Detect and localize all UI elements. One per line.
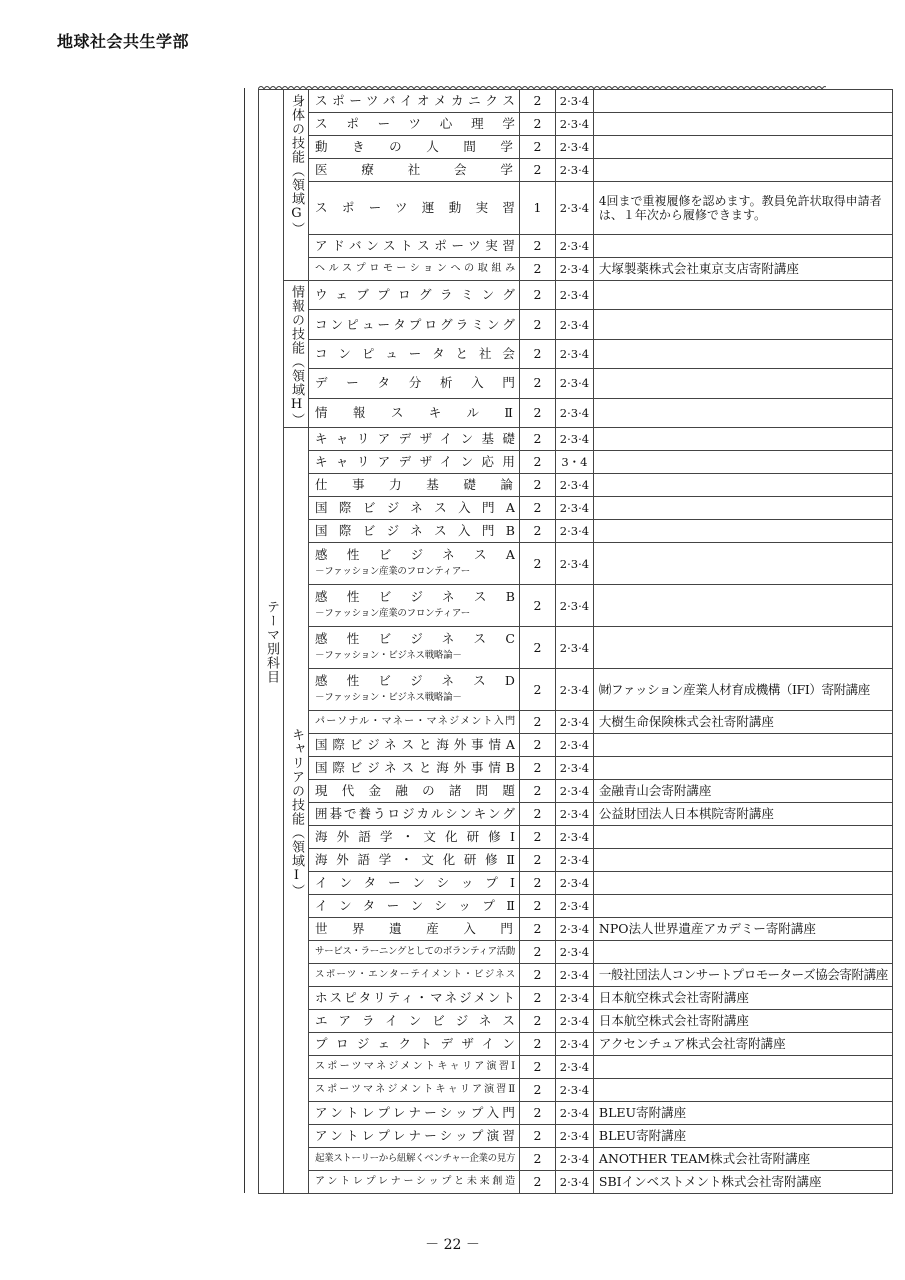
course-name: スポーツ心理学	[315, 117, 515, 131]
years-cell: 2·3·4	[555, 136, 593, 159]
table-row	[259, 627, 893, 669]
years-cell: 2·3·4	[555, 849, 593, 872]
credits-cell: 2	[519, 1171, 555, 1194]
course-name: パーソナル・マネー・マネジメント入門	[315, 716, 515, 727]
years-cell: 2·3·4	[555, 428, 593, 451]
credits-cell: 2	[519, 281, 555, 310]
years-cell: 2·3·4	[555, 1056, 593, 1079]
course-name: 医療社会学	[315, 163, 515, 177]
page-number: － 22 －	[425, 1237, 480, 1253]
credits-cell: 2	[519, 1010, 555, 1033]
table-row	[259, 669, 893, 711]
course-name-cell	[309, 543, 520, 585]
course-name: エアラインビジネス	[315, 1014, 515, 1028]
course-name-cell	[309, 90, 520, 113]
years-cell: 2·3·4	[555, 918, 593, 941]
years-cell: 2·3·4	[555, 258, 593, 281]
course-name: スポーツ運動実習	[315, 201, 515, 215]
years-cell: 2·3·4	[555, 895, 593, 918]
course-name-cell	[309, 339, 520, 368]
note-cell	[593, 428, 892, 451]
table-row	[259, 826, 893, 849]
course-name-cell	[309, 474, 520, 497]
note-cell	[593, 113, 892, 136]
course-subtitle: －ファッション産業のフロンティアー	[315, 566, 470, 577]
note-cell	[593, 627, 892, 669]
course-name: スポーツ・エンターテイメント・ビジネス	[315, 969, 515, 980]
group-label: 身体の技能（領域G）	[289, 94, 304, 236]
table-row	[259, 339, 893, 368]
credits-cell: 2	[519, 339, 555, 368]
years-cell: 2·3·4	[555, 235, 593, 258]
course-name-cell	[309, 1171, 520, 1194]
course-name: ヘルスプロモーションへの取組み	[315, 263, 515, 274]
credits-cell: 2	[519, 734, 555, 757]
course-name: インターンシップⅠ	[315, 876, 515, 890]
credits-cell: 2	[519, 474, 555, 497]
note-cell: BLEU寄附講座	[593, 1125, 892, 1148]
course-name-cell	[309, 987, 520, 1010]
years-cell: 2·3·4	[555, 1033, 593, 1056]
note-cell: ANOTHER TEAM株式会社寄附講座	[593, 1148, 892, 1171]
course-name: キャリアデザイン応用	[315, 455, 515, 469]
years-cell: 2·3·4	[555, 803, 593, 826]
group-label-cell	[284, 428, 309, 1194]
years-cell: 2·3·4	[555, 90, 593, 113]
course-name-cell	[309, 136, 520, 159]
credits-cell: 2	[519, 964, 555, 987]
credits-cell: 2	[519, 849, 555, 872]
course-name-cell	[309, 1125, 520, 1148]
note-cell	[593, 281, 892, 310]
course-name-cell	[309, 711, 520, 734]
course-name-cell	[309, 734, 520, 757]
course-name: コンピュータプログラミング	[315, 317, 515, 332]
course-name: 感性ビジネスC	[315, 632, 515, 646]
note-cell	[593, 310, 892, 339]
course-name: 仕事力基礎論	[315, 478, 515, 492]
table-row	[259, 585, 893, 627]
table-row	[259, 451, 893, 474]
course-name: 海外語学・文化研修Ⅰ	[315, 830, 515, 844]
table-row	[259, 398, 893, 427]
years-cell: 2·3·4	[555, 1010, 593, 1033]
credits-cell: 2	[519, 113, 555, 136]
group-label: キャリアの技能（領域I）	[289, 728, 304, 898]
years-cell: 2·3·4	[555, 543, 593, 585]
table-row	[259, 1010, 893, 1033]
table-row	[259, 895, 893, 918]
course-name-cell	[309, 182, 520, 235]
course-name-cell	[309, 159, 520, 182]
credits-cell: 2	[519, 826, 555, 849]
course-name: 国際ビジネスと海外事情B	[315, 761, 515, 775]
course-name-cell	[309, 281, 520, 310]
years-cell: 2·3·4	[555, 310, 593, 339]
credits-cell: 2	[519, 235, 555, 258]
note-cell: SBIインベストメント株式会社寄附講座	[593, 1171, 892, 1194]
table-row	[259, 520, 893, 543]
course-name-cell	[309, 669, 520, 711]
note-cell: 一般社団法人コンサートプロモーターズ協会寄附講座	[593, 964, 892, 987]
table-row	[259, 310, 893, 339]
credits-cell: 2	[519, 1033, 555, 1056]
course-name-cell	[309, 872, 520, 895]
credits-cell: 2	[519, 258, 555, 281]
table-row	[259, 1125, 893, 1148]
course-name-cell	[309, 1010, 520, 1033]
note-cell: BLEU寄附講座	[593, 1102, 892, 1125]
note-cell	[593, 90, 892, 113]
note-cell	[593, 159, 892, 182]
course-name: コンピュータと社会	[315, 346, 515, 361]
credits-cell: 2	[519, 90, 555, 113]
note-cell	[593, 734, 892, 757]
years-cell: 2·3·4	[555, 159, 593, 182]
course-name: 世界遺産入門	[315, 922, 515, 936]
credits-cell: 2	[519, 780, 555, 803]
credits-cell: 2	[519, 159, 555, 182]
course-name-cell	[309, 369, 520, 398]
course-name-cell	[309, 627, 520, 669]
course-name: ホスピタリティ・マネジメント	[315, 991, 515, 1005]
note-cell: 公益財団法人日本棋院寄附講座	[593, 803, 892, 826]
years-cell: 2·3·4	[555, 497, 593, 520]
course-name-cell	[309, 918, 520, 941]
years-cell: 2·3·4	[555, 585, 593, 627]
note-cell	[593, 1079, 892, 1102]
credits-cell: 2	[519, 627, 555, 669]
table-row	[259, 711, 893, 734]
years-cell: 2·3·4	[555, 520, 593, 543]
table-row	[259, 1148, 893, 1171]
course-name: 国際ビジネス入門A	[315, 501, 515, 515]
table-row	[259, 369, 893, 398]
table-row	[259, 757, 893, 780]
course-name-cell	[309, 520, 520, 543]
note-cell: 日本航空株式会社寄附講座	[593, 987, 892, 1010]
years-cell: 2·3·4	[555, 113, 593, 136]
course-name-cell	[309, 895, 520, 918]
course-name-cell	[309, 310, 520, 339]
note-cell: 大樹生命保険株式会社寄附講座	[593, 711, 892, 734]
credits-cell: 1	[519, 182, 555, 235]
note-cell: NPO法人世界遺産アカデミー寄附講座	[593, 918, 892, 941]
years-cell: 2·3·4	[555, 339, 593, 368]
credits-cell: 2	[519, 711, 555, 734]
course-name-cell	[309, 1148, 520, 1171]
course-name: データ分析入門	[315, 376, 515, 391]
note-cell	[593, 520, 892, 543]
note-cell	[593, 398, 892, 427]
years-cell: 3・4	[555, 451, 593, 474]
course-subtitle: －ファッション・ビジネス戦略論－	[315, 692, 462, 703]
credits-cell: 2	[519, 987, 555, 1010]
course-name: 起業ストーリーから紐解くベンチャー企業の見方	[315, 1153, 515, 1164]
course-name: スポーツマネジメントキャリア演習Ⅰ	[315, 1061, 515, 1072]
credits-cell: 2	[519, 803, 555, 826]
credits-cell: 2	[519, 1148, 555, 1171]
credits-cell: 2	[519, 398, 555, 427]
note-cell: 4回まで重複履修を認めます。教員免許状取得申請者は、１年次から履修できます。	[593, 182, 892, 235]
credits-cell: 2	[519, 520, 555, 543]
course-name-cell	[309, 1056, 520, 1079]
table-row	[259, 941, 893, 964]
years-cell: 2·3·4	[555, 964, 593, 987]
credits-cell: 2	[519, 369, 555, 398]
note-cell	[593, 757, 892, 780]
course-name: キャリアデザイン基礎	[315, 432, 515, 446]
years-cell: 2·3·4	[555, 1171, 593, 1194]
note-cell	[593, 849, 892, 872]
table-row	[259, 872, 893, 895]
group-label-cell	[284, 281, 309, 428]
table-row	[259, 182, 893, 235]
credits-cell: 2	[519, 1079, 555, 1102]
note-cell	[593, 136, 892, 159]
note-cell	[593, 895, 892, 918]
note-cell	[593, 497, 892, 520]
years-cell: 2·3·4	[555, 474, 593, 497]
table-row	[259, 474, 893, 497]
credits-cell: 2	[519, 497, 555, 520]
credits-cell: 2	[519, 669, 555, 711]
credits-cell: 2	[519, 310, 555, 339]
course-name-cell	[309, 1102, 520, 1125]
table-row	[259, 780, 893, 803]
note-cell	[593, 941, 892, 964]
course-name-cell	[309, 826, 520, 849]
course-name: アントレプレナーシップ入門	[315, 1106, 515, 1120]
credits-cell: 2	[519, 872, 555, 895]
main-category-cell	[259, 90, 284, 1194]
credits-cell: 2	[519, 1056, 555, 1079]
credits-cell: 2	[519, 757, 555, 780]
course-name: 海外語学・文化研修Ⅱ	[315, 853, 515, 867]
course-name: 感性ビジネスB	[315, 590, 515, 604]
page-title: 地球社会共生学部	[57, 32, 190, 51]
course-name: ウェブプログラミング	[315, 288, 515, 303]
table-row	[259, 90, 893, 113]
course-subtitle: －ファッション産業のフロンティアー	[315, 608, 470, 619]
note-cell	[593, 872, 892, 895]
note-cell: 日本航空株式会社寄附講座	[593, 1010, 892, 1033]
years-cell: 2·3·4	[555, 826, 593, 849]
years-cell: 2·3·4	[555, 1102, 593, 1125]
note-cell	[593, 585, 892, 627]
note-cell	[593, 543, 892, 585]
note-cell	[593, 235, 892, 258]
course-name: 感性ビジネスD	[315, 674, 515, 688]
years-cell: 2·3·4	[555, 1125, 593, 1148]
table-row	[259, 1102, 893, 1125]
note-cell: 金融青山会寄附講座	[593, 780, 892, 803]
credits-cell: 2	[519, 543, 555, 585]
table-row	[259, 281, 893, 310]
years-cell: 2·3·4	[555, 987, 593, 1010]
credits-cell: 2	[519, 585, 555, 627]
course-name: スポーツバイオメカニクス	[315, 94, 515, 108]
group-label-cell	[284, 90, 309, 281]
table-row	[259, 159, 893, 182]
course-name: サービス・ラーニングとしてのボランティア活動	[315, 946, 515, 957]
note-cell: ㈶ファッション産業人材育成機構（IFI）寄附講座	[593, 669, 892, 711]
course-name-cell	[309, 113, 520, 136]
years-cell: 2·3·4	[555, 711, 593, 734]
note-cell	[593, 1056, 892, 1079]
table-row	[259, 428, 893, 451]
course-name: 現代金融の諸問題	[315, 784, 515, 798]
years-cell: 2·3·4	[555, 780, 593, 803]
years-cell: 2·3·4	[555, 369, 593, 398]
course-name: 感性ビジネスA	[315, 548, 515, 562]
group-label: 情報の技能（領域H）	[289, 285, 304, 427]
course-name: スポーツマネジメントキャリア演習Ⅱ	[315, 1084, 515, 1095]
credits-cell: 2	[519, 1102, 555, 1125]
table-row	[259, 1079, 893, 1102]
course-name-cell	[309, 235, 520, 258]
course-name: インターンシップⅡ	[315, 899, 515, 913]
course-name-cell	[309, 941, 520, 964]
years-cell: 2·3·4	[555, 182, 593, 235]
course-name-cell	[309, 428, 520, 451]
course-name: 情報スキルⅡ	[315, 405, 515, 420]
course-table	[258, 89, 893, 1194]
table-row	[259, 918, 893, 941]
table-row	[259, 803, 893, 826]
years-cell: 2·3·4	[555, 669, 593, 711]
note-cell	[593, 339, 892, 368]
note-cell: 大塚製薬株式会社東京支店寄附講座	[593, 258, 892, 281]
course-name-cell	[309, 757, 520, 780]
credits-cell: 2	[519, 451, 555, 474]
note-cell	[593, 369, 892, 398]
table-row	[259, 964, 893, 987]
course-name: アントレプレナーシップと未来創造	[315, 1176, 515, 1187]
years-cell: 2·3·4	[555, 757, 593, 780]
table-row	[259, 543, 893, 585]
table-row	[259, 987, 893, 1010]
credits-cell: 2	[519, 918, 555, 941]
main-category-label: テーマ別科目	[264, 599, 279, 684]
course-name-cell	[309, 849, 520, 872]
course-subtitle: －ファッション・ビジネス戦略論－	[315, 650, 462, 661]
table-row	[259, 136, 893, 159]
credits-cell: 2	[519, 895, 555, 918]
course-name: アントレプレナーシップ演習	[315, 1129, 515, 1143]
course-name: 国際ビジネスと海外事情A	[315, 738, 515, 752]
years-cell: 2·3·4	[555, 941, 593, 964]
course-name: 動きの人間学	[315, 140, 515, 154]
note-cell	[593, 826, 892, 849]
table-row	[259, 497, 893, 520]
years-cell: 2·3·4	[555, 1079, 593, 1102]
table-row	[259, 1171, 893, 1194]
table-row	[259, 258, 893, 281]
course-name-cell	[309, 398, 520, 427]
course-name: アドバンストスポーツ実習	[315, 239, 515, 253]
course-name-cell	[309, 964, 520, 987]
years-cell: 2·3·4	[555, 627, 593, 669]
course-name-cell	[309, 258, 520, 281]
course-name-cell	[309, 497, 520, 520]
course-name-cell	[309, 1033, 520, 1056]
years-cell: 2·3·4	[555, 872, 593, 895]
course-name: 囲碁で養うロジカルシンキング	[315, 807, 515, 821]
course-name: プロジェクトデザイン	[315, 1037, 515, 1051]
table-row	[259, 1033, 893, 1056]
note-cell: アクセンチュア株式会社寄附講座	[593, 1033, 892, 1056]
table-row	[259, 113, 893, 136]
years-cell: 2·3·4	[555, 1148, 593, 1171]
credits-cell: 2	[519, 1125, 555, 1148]
years-cell: 2·3·4	[555, 281, 593, 310]
years-cell: 2·3·4	[555, 398, 593, 427]
table-row	[259, 734, 893, 757]
course-name-cell	[309, 780, 520, 803]
course-name-cell	[309, 1079, 520, 1102]
credits-cell: 2	[519, 428, 555, 451]
course-name-cell	[309, 451, 520, 474]
table-row	[259, 849, 893, 872]
note-cell	[593, 451, 892, 474]
course-name-cell	[309, 585, 520, 627]
table-row	[259, 1056, 893, 1079]
table-row	[259, 235, 893, 258]
margin-rule	[244, 88, 245, 1193]
years-cell: 2·3·4	[555, 734, 593, 757]
course-name-cell	[309, 803, 520, 826]
credits-cell: 2	[519, 941, 555, 964]
note-cell	[593, 474, 892, 497]
credits-cell: 2	[519, 136, 555, 159]
course-name: 国際ビジネス入門B	[315, 524, 515, 538]
